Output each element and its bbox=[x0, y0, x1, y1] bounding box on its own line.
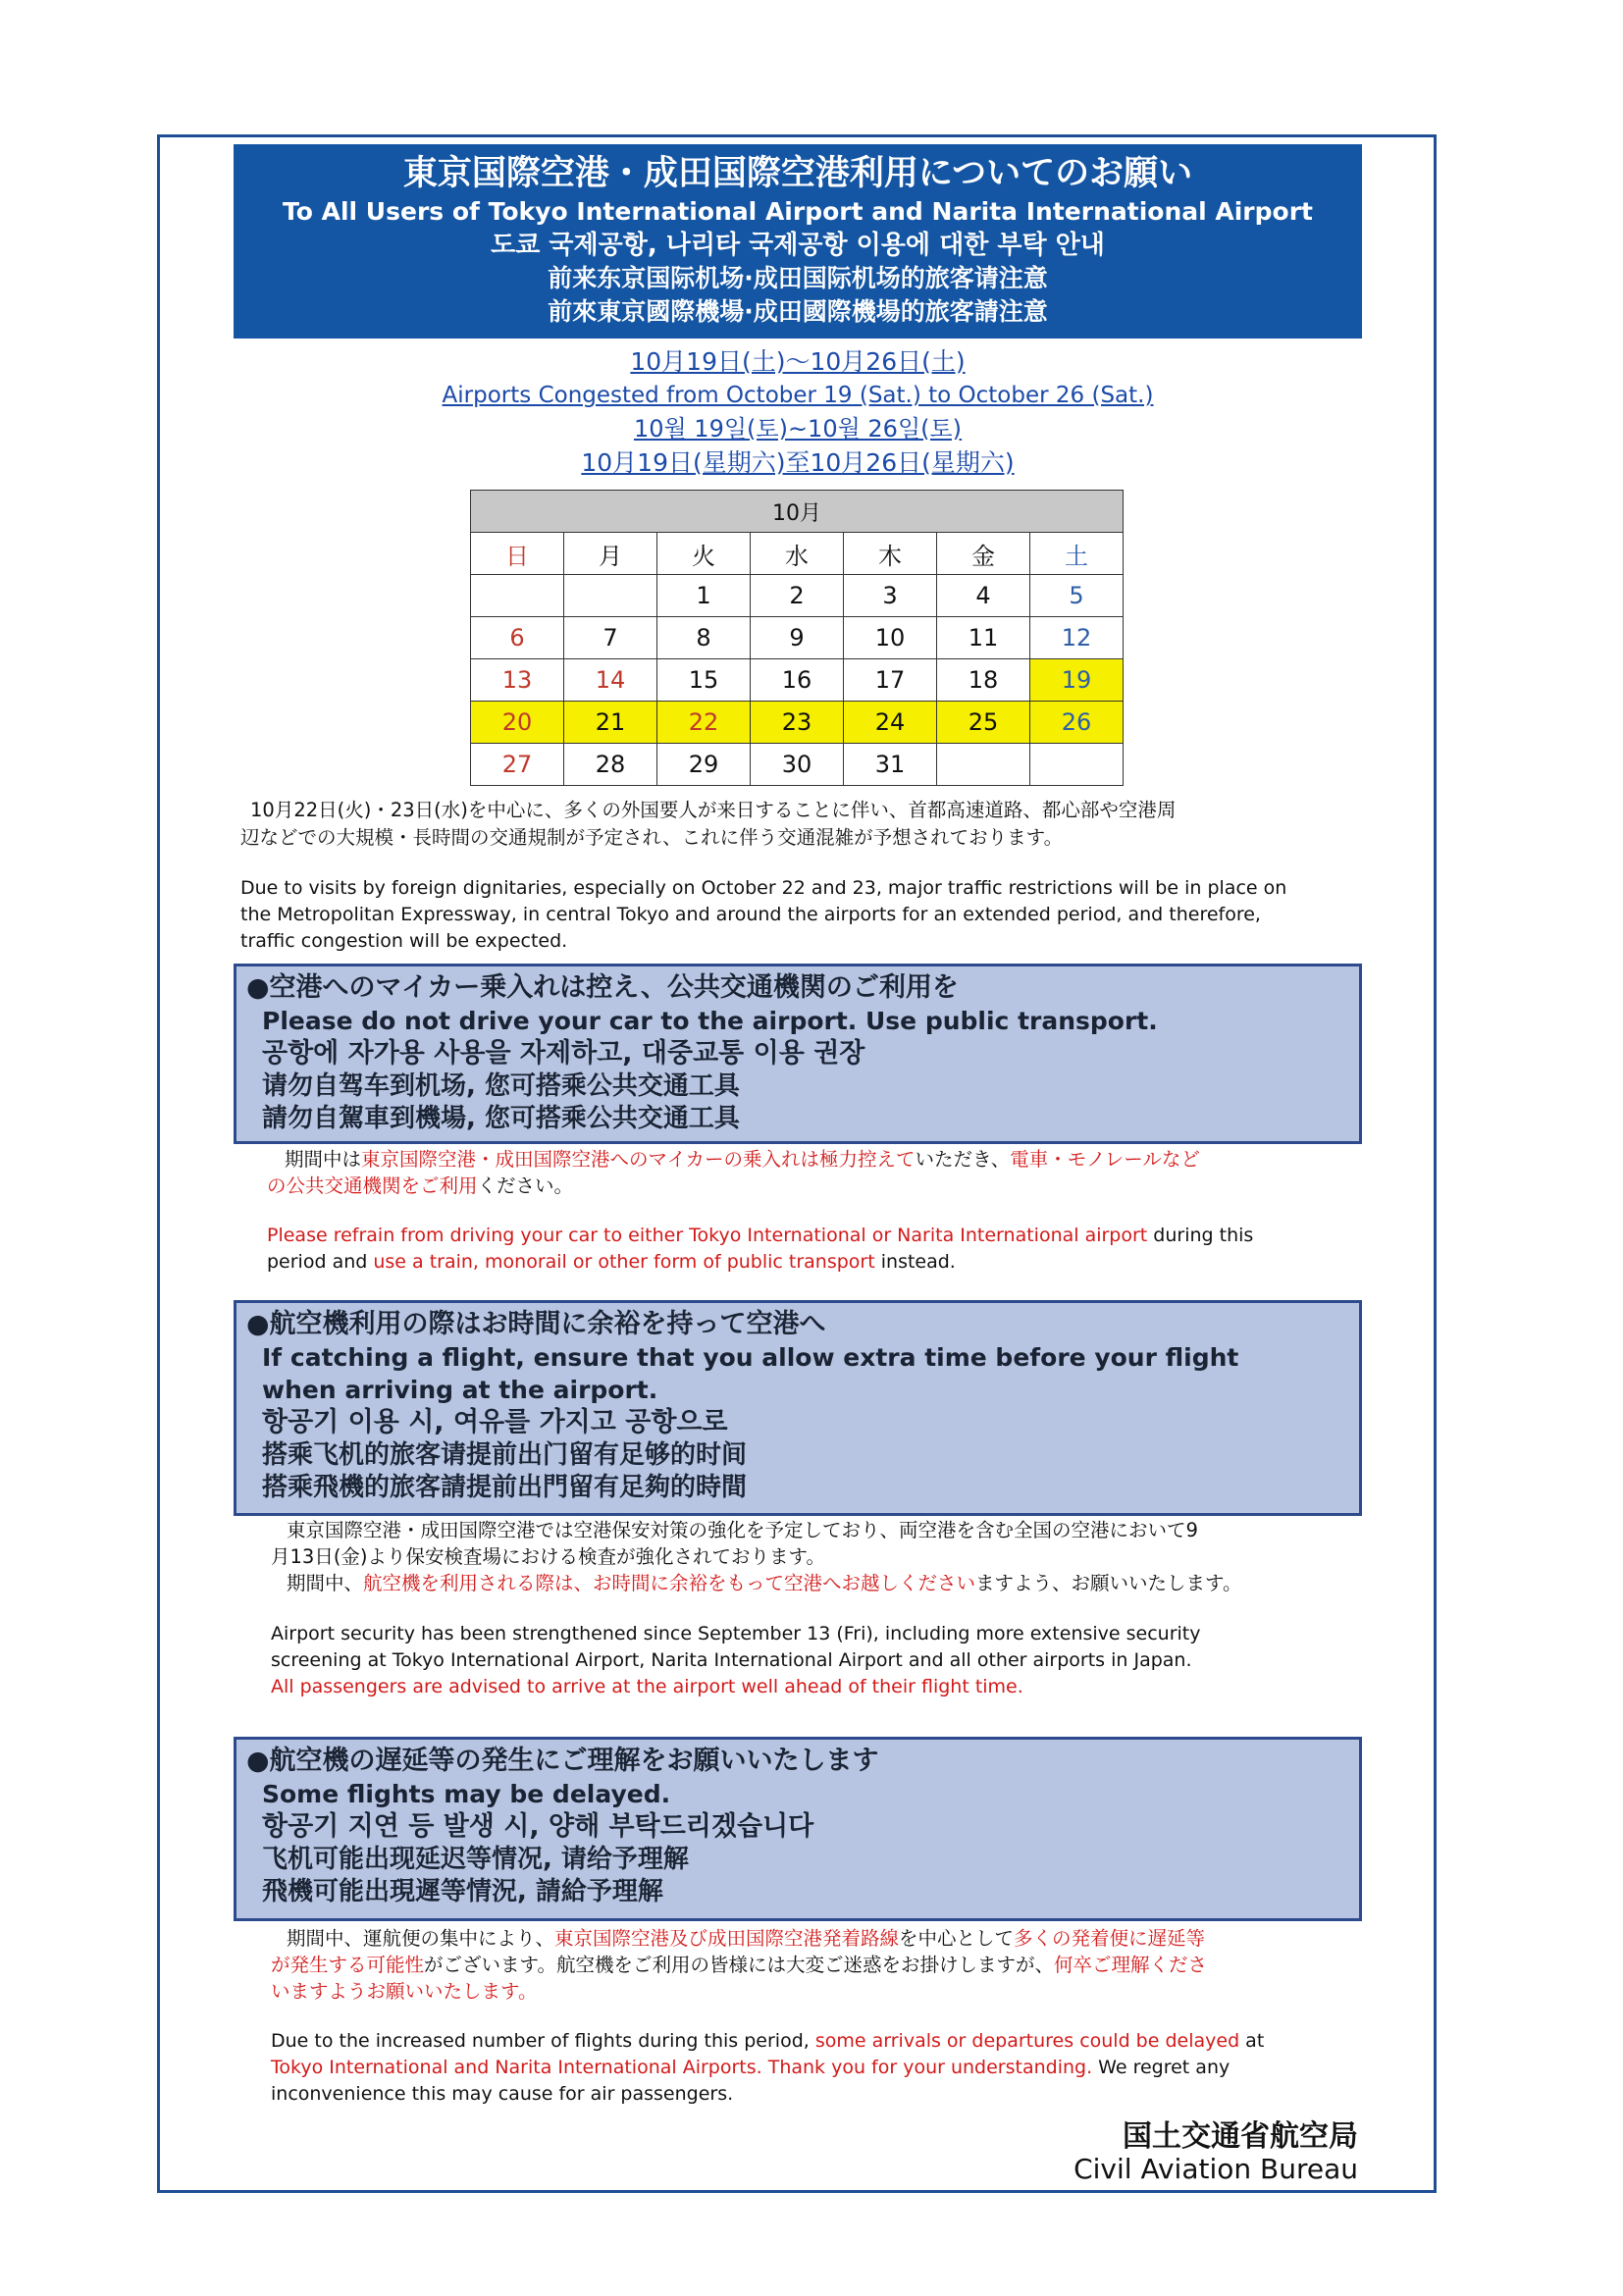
calendar-day: 18 bbox=[937, 659, 1030, 702]
calendar-day: 3 bbox=[844, 575, 937, 617]
weekday-header: 土 bbox=[1030, 533, 1124, 575]
calendar-day: 27 bbox=[471, 744, 564, 786]
notice-box-delays bbox=[234, 1737, 1362, 1921]
calendar-day: 4 bbox=[937, 575, 1030, 617]
box1-english: Please do not drive your car to the airport. Use public transport. bbox=[262, 1007, 1158, 1035]
calendar-day: 7 bbox=[564, 617, 657, 659]
congestion-period bbox=[234, 345, 1362, 481]
calendar-day: 12 bbox=[1030, 617, 1124, 659]
title-korean: 도쿄 국제공항, 나리타 국제공항 이용에 대한 부탁 안내 bbox=[491, 231, 1105, 260]
note2-japanese-line-3: 期間中、航空機を利用される際は、お時間に余裕をもって空港へお越しくださいますよう、お願いいたします。 bbox=[287, 1572, 1242, 1594]
note1-english-line-2: period and use a train, monorail or other form of public transport instead. bbox=[267, 1251, 956, 1273]
box3-english: Some flights may be delayed. bbox=[262, 1780, 671, 1808]
calendar-day-highlighted: 24 bbox=[844, 702, 937, 744]
calendar-day: 10 bbox=[844, 617, 937, 659]
box2-japanese: ●航空機利用の際はお時間に余裕を持って空港へ bbox=[246, 1309, 826, 1339]
calendar-day: 30 bbox=[751, 744, 844, 786]
calendar-month: 10月 bbox=[471, 491, 1124, 533]
note2-english-line-2: screening at Tokyo International Airport, Narita International Airport and all other airports in Japan. bbox=[271, 1649, 1192, 1671]
calendar-day: 16 bbox=[751, 659, 844, 702]
box2-chinese-traditional: 搭乘飛機的旅客請提前出門留有足夠的時間 bbox=[262, 1473, 748, 1502]
note2-japanese-line-1: 東京国際空港・成田国際空港では空港保安対策の強化を予定しており、両空港を含む全国の空港において9 bbox=[287, 1519, 1198, 1541]
intro-japanese-line-1: 10月22日(火)・23日(水)を中心に、多くの外国要人が来日することに伴い、首都高速道路、都心部や空港周 bbox=[250, 799, 1177, 821]
box3-chinese-simplified: 飞机可能出现延迟等情况, 请给予理解 bbox=[262, 1845, 689, 1874]
calendar-day: 13 bbox=[471, 659, 564, 702]
box2-english-line-2: when arriving at the airport. bbox=[262, 1376, 658, 1404]
box1-japanese: ●空港へのマイカー乗入れは控え、公共交通機関のご利用を bbox=[246, 972, 959, 1003]
box3-chinese-traditional: 飛機可能出現遲等情況, 請給予理解 bbox=[262, 1877, 663, 1906]
signature-japanese: 国土交通省航空局 bbox=[1123, 2119, 1358, 2154]
box2-korean: 항공기 이용 시, 여유를 가지고 공항으로 bbox=[262, 1407, 728, 1437]
box2-chinese-simplified: 搭乘飞机的旅客请提前出门留有足够的时间 bbox=[262, 1440, 748, 1470]
calendar-day: 28 bbox=[564, 744, 657, 786]
box3-japanese: ●航空機の遅延等の発生にご理解をお願いいたします bbox=[246, 1746, 879, 1776]
october-calendar bbox=[470, 490, 1124, 786]
intro-english-line-3: traffic congestion will be expected. bbox=[240, 930, 568, 952]
signature-english: Civil Aviation Bureau bbox=[1073, 2153, 1358, 2185]
calendar-day: 1 bbox=[657, 575, 751, 617]
box2-english-line-1: If catching a flight, ensure that you allow extra time before your flight bbox=[262, 1343, 1239, 1372]
calendar-day: 31 bbox=[844, 744, 937, 786]
note2-english-line-1: Airport security has been strengthened since September 13 (Fri), including more extensive security bbox=[271, 1623, 1201, 1644]
calendar-day: 14 bbox=[564, 659, 657, 702]
calendar-day-highlighted: 26 bbox=[1030, 702, 1124, 744]
notice-box-extra-time bbox=[234, 1300, 1362, 1516]
weekday-header: 月 bbox=[564, 533, 657, 575]
period-chinese: 10月19日(星期六)至10月26日(星期六) bbox=[581, 448, 1015, 477]
intro-english-line-2: the Metropolitan Expressway, in central Tokyo and around the airports for an extended period, and therefore, bbox=[240, 904, 1261, 925]
period-japanese: 10月19日(土)～10月26日(土) bbox=[630, 347, 966, 376]
box1-chinese-traditional: 請勿自駕車到機場, 您可搭乘公共交通工具 bbox=[262, 1104, 740, 1133]
title-english: To All Users of Tokyo International Airport and Narita International Airport bbox=[283, 197, 1313, 226]
box1-korean: 공항에 자가용 사용을 자제하고, 대중교통 이용 권장 bbox=[262, 1038, 865, 1069]
calendar-day-highlighted: 19 bbox=[1030, 659, 1124, 702]
note3-english-line-1: Due to the increased number of flights during this period, some arrivals or departures could be delayed at bbox=[271, 2030, 1265, 2052]
calendar-day: 17 bbox=[844, 659, 937, 702]
title-japanese: 東京国際空港・成田国際空港利用についてのお願い bbox=[402, 154, 1193, 193]
box1-chinese-simplified: 请勿自驾车到机场, 您可搭乘公共交通工具 bbox=[262, 1071, 740, 1101]
weekday-header: 火 bbox=[657, 533, 751, 575]
period-english: Airports Congested from October 19 (Sat.) to October 26 (Sat.) bbox=[442, 383, 1154, 408]
intro-japanese-line-2: 辺などでの大規模・長時間の交通規制が予定され、これに伴う交通混雑が予想されております。 bbox=[240, 826, 1064, 849]
calendar-day: 11 bbox=[937, 617, 1030, 659]
calendar-day-highlighted: 20 bbox=[471, 702, 564, 744]
title-chinese-traditional: 前來東京國際機場·成田國際機場的旅客請注意 bbox=[548, 297, 1048, 326]
note3-english-line-3: inconvenience this may cause for air passengers. bbox=[271, 2083, 734, 2105]
calendar-day-highlighted: 21 bbox=[564, 702, 657, 744]
calendar-day: 2 bbox=[751, 575, 844, 617]
note3-english-line-2: Tokyo International and Narita International Airports. Thank you for your understanding. We regret any bbox=[271, 2057, 1230, 2078]
calendar-day: 8 bbox=[657, 617, 751, 659]
note3-japanese-line-3: いますようお願いいたします。 bbox=[271, 1980, 538, 2003]
calendar-day: 29 bbox=[657, 744, 751, 786]
period-korean: 10월 19일(토)~10월 26일(토) bbox=[633, 415, 963, 443]
weekday-header: 木 bbox=[844, 533, 937, 575]
calendar-day: 6 bbox=[471, 617, 564, 659]
note1-japanese-line-2: の公共交通機関をご利用ください。 bbox=[267, 1174, 574, 1197]
box3-korean: 항공기 지연 등 발생 시, 양해 부탁드리겠습니다 bbox=[262, 1811, 814, 1842]
calendar-day bbox=[937, 744, 1030, 786]
calendar-day bbox=[471, 575, 564, 617]
intro-english-line-1: Due to visits by foreign dignitaries, especially on October 22 and 23, major traffic restrictions will be in place on bbox=[240, 877, 1287, 899]
calendar-day-highlighted: 25 bbox=[937, 702, 1030, 744]
weekday-header: 日 bbox=[471, 533, 564, 575]
calendar-day bbox=[1030, 744, 1124, 786]
calendar-day: 9 bbox=[751, 617, 844, 659]
calendar-day: 5 bbox=[1030, 575, 1124, 617]
calendar-day: 15 bbox=[657, 659, 751, 702]
notice-box-public-transport bbox=[234, 964, 1362, 1144]
note2-english-line-3: All passengers are advised to arrive at the airport well ahead of their flight time. bbox=[271, 1676, 1023, 1697]
calendar-day-highlighted: 22 bbox=[657, 702, 751, 744]
note2-japanese-line-2: 月13日(金)より保安検査場における検査が強化されております。 bbox=[271, 1545, 825, 1568]
note1-japanese-line-1: 期間中は東京国際空港・成田国際空港へのマイカーの乗入れは極力控えていただき、電車・モノレールなど bbox=[285, 1148, 1200, 1171]
weekday-header: 水 bbox=[751, 533, 844, 575]
weekday-header: 金 bbox=[937, 533, 1030, 575]
note3-japanese-line-1: 期間中、運航便の集中により、東京国際空港及び成田国際空港発着路線を中心として多くの発着便に遅延等 bbox=[287, 1927, 1206, 1950]
note3-japanese-line-2: が発生する可能性がございます。航空機をご利用の皆様には大変ご迷惑をお掛けしますが、何卒ご理解くださ bbox=[271, 1954, 1207, 1976]
calendar-day-highlighted: 23 bbox=[751, 702, 844, 744]
title-chinese-simplified: 前来东京国际机场·成田国际机场的旅客请注意 bbox=[548, 264, 1048, 292]
note1-english-line-1: Please refrain from driving your car to either Tokyo International or Narita International airport during this bbox=[267, 1225, 1254, 1246]
title-banner bbox=[234, 144, 1362, 339]
calendar-day bbox=[564, 575, 657, 617]
